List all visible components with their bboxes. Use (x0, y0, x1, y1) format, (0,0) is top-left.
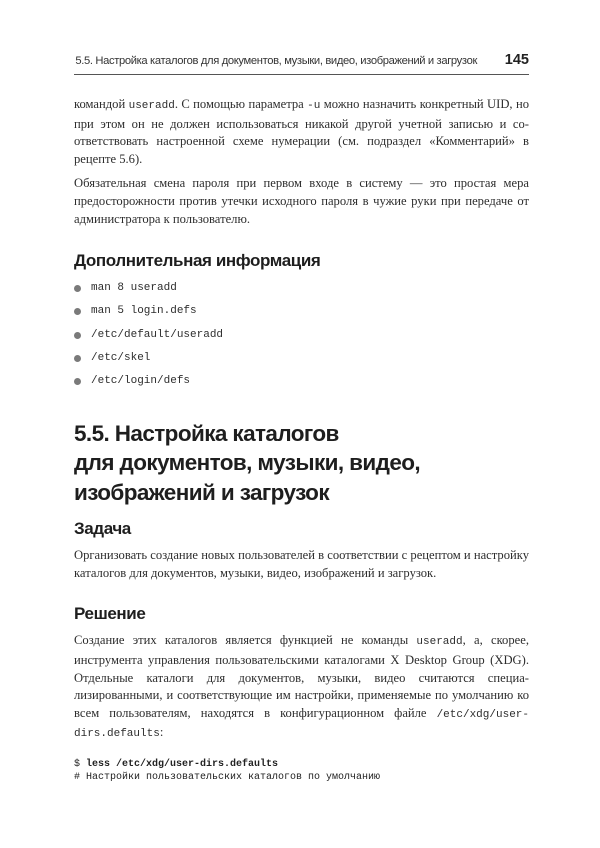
bullet-icon (74, 308, 81, 315)
section-title: 5.5. Настройка каталогов для документов, музыки, видео, изображений и загрузок (74, 420, 421, 505)
code-command: less /etc/xdg/user-dirs.defaults (86, 758, 279, 770)
solution-paragraph: Создание этих каталогов является функцией не команды useradd, а, скорее, инструмента управления пользовательскими каталогами X Desktop Group (XDG). Отдельные каталоги для документов, музыки, видео считаются специализированными, и соответствующие им настройки, применяемые по умолчанию ко всем пользователям, находятся в конфигурационном файле /etc/xdg/user-dirs.defaults: (74, 633, 529, 741)
list-item: /etc/login/defs (74, 373, 529, 396)
task-heading: Задача (74, 519, 131, 539)
bullet-icon (74, 355, 81, 362)
intro-paragraph-2: Обязательная смена пароля при первом входе в систему — это простая мера предосторожности против утечки исходного пароля в чужие руки при передаче от администратора к пользователю. (74, 176, 529, 226)
page-number: 145 (504, 52, 529, 68)
page-content (74, 96, 529, 785)
list-item: /etc/skel (74, 350, 529, 373)
inline-code-u-flag: -u (307, 100, 321, 112)
header-rule (74, 74, 529, 75)
code-comment: # Настройки пользовательских каталогов по умолчанию (74, 772, 381, 784)
bullet-icon (74, 378, 81, 385)
see-also-list (74, 280, 529, 396)
see-also-heading: Дополнительная информация (74, 251, 321, 271)
code-prompt: $ (74, 758, 87, 770)
inline-code-useradd: useradd (416, 636, 463, 649)
code-listing (74, 758, 529, 785)
list-item: man 5 login.defs (74, 303, 529, 326)
running-title: 5.5. Настройка каталогов для документов, музыки, видео, изображений и загрузок (75, 55, 477, 67)
running-header (74, 52, 529, 72)
list-item: man 8 useradd (74, 280, 529, 303)
inline-code-config-path: /etc/xdg/user-dirs.defaults (74, 708, 529, 741)
list-item: /etc/default/useradd (74, 327, 529, 350)
bullet-icon (74, 332, 81, 339)
bullet-icon (74, 285, 81, 292)
task-paragraph: Организовать создание новых пользователей в соответствии с рецептом и настройку каталогов для документов, музыки, видео, изображений и загрузок. (74, 548, 529, 580)
intro-paragraph-1: командой useradd. С помощью параметра -u можно назначить конкретный UID, но при этом он не должен использоваться никакой другой учетной записью и соответствовать настроенной схеме нумерации (см. подраздел «Комментарий» в рецепте 5.6). (74, 97, 530, 166)
inline-code-useradd: useradd (128, 100, 175, 112)
solution-heading: Решение (74, 604, 146, 624)
